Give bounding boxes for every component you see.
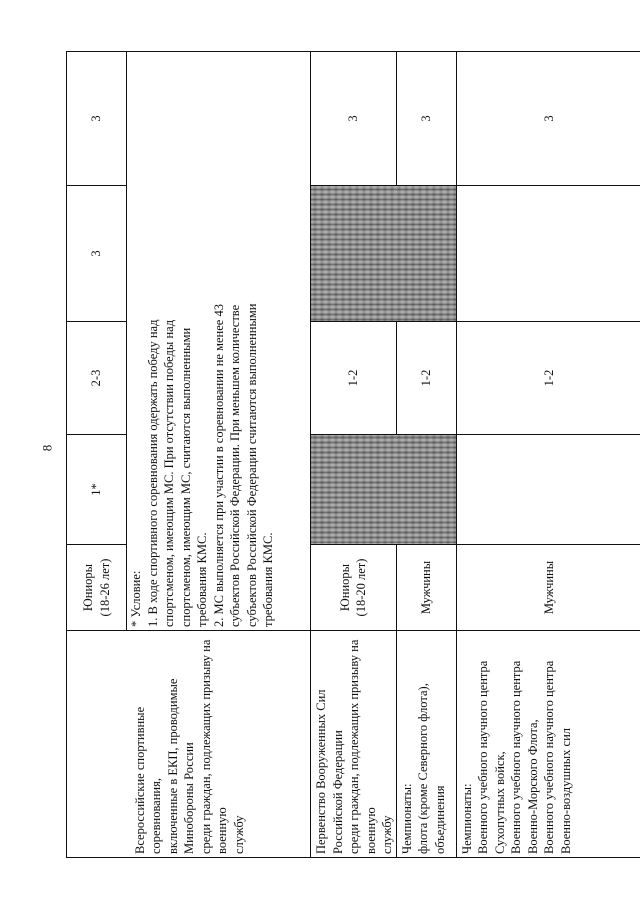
age-group-cell	[396, 545, 456, 631]
text-line: Всероссийские спортивные соревнования,	[132, 706, 164, 854]
place-cell-2: 1-2	[311, 322, 397, 435]
place-cell-2: 1-2	[396, 322, 456, 435]
text-line: службу	[380, 815, 394, 854]
text-line: 1. В ходе спортивного соревнования одержать победу над	[145, 319, 160, 627]
text-line: субъектов Российской Федерации. При меньшем количестве	[228, 304, 242, 627]
place-cell-4: 3	[311, 52, 397, 186]
text-line: * Условие:	[129, 570, 143, 627]
shaded-cell	[311, 186, 457, 322]
table-row-r4	[456, 52, 640, 858]
text-line: требования КМС.	[195, 532, 209, 627]
place-cell-4: 3	[396, 52, 456, 186]
place-cell-3: 3	[67, 186, 127, 322]
table-row-r1	[67, 52, 127, 858]
text-line: (18-26 лет)	[97, 558, 112, 617]
age-group-cell	[311, 545, 397, 631]
text-line: Военно-воздушных сил	[558, 727, 573, 854]
competition-name-cell	[456, 631, 640, 858]
text-line: флота (кроме Северного флота),	[416, 683, 430, 854]
text-line: Мужчины	[542, 560, 557, 615]
place-cell-2: 2-3	[67, 322, 127, 435]
rotated-page-content	[66, 52, 612, 858]
competition-name-cell	[67, 631, 311, 858]
text-line: Мужчины	[418, 560, 433, 615]
competitions-table	[66, 51, 640, 858]
text-line: объединения	[432, 785, 447, 854]
text-line: службу	[231, 815, 246, 854]
text-line: Военного учебного научного центра	[509, 660, 523, 854]
text-line: включенные в ЕКП, проводимые Минобороны России	[165, 678, 197, 854]
condition-note	[127, 52, 311, 631]
text-line: Юниоры	[337, 563, 352, 612]
text-line: (18-20 лет)	[354, 558, 369, 617]
competition-name-cell	[311, 631, 397, 858]
text-line: Первенство Вооруженных Сил Российской Федерации	[314, 689, 345, 854]
empty-cell	[456, 186, 640, 322]
age-group-cell	[67, 545, 127, 631]
text-line: Военного учебного научного центра	[542, 660, 556, 854]
text-line: Чемпионаты:	[399, 783, 414, 854]
text-line: 2. МС выполняется при участии в соревновании не менее 43	[211, 304, 226, 627]
place-cell-4: 3	[67, 52, 127, 186]
text-line: среди граждан, подлежащих призыву на военную	[198, 639, 230, 854]
text-line: спортсменом, имеющим МС. При отсутствии победы над	[162, 319, 176, 627]
text-line: Чемпионаты:	[459, 783, 474, 854]
table-row-r2	[311, 52, 397, 858]
empty-cell	[456, 435, 640, 545]
place-cell-2: 1-2	[456, 322, 640, 435]
competition-name-cell	[396, 631, 456, 858]
age-group-cell	[456, 545, 640, 631]
text-line: субъектов Российской Федерации считаются выполненными	[244, 303, 259, 627]
shaded-cell	[311, 435, 457, 545]
place-cell-4: 3	[456, 52, 640, 186]
page-number: 8	[39, 444, 55, 452]
text-line: Военно-Морского Флота,	[525, 719, 540, 854]
text-line: Юниоры	[81, 563, 95, 612]
text-line: Сухопутных войск,	[492, 751, 507, 854]
place-cell-1: 1*	[67, 435, 127, 545]
text-line: среди граждан, подлежащих призыву на военную	[347, 639, 378, 854]
text-line: спортсменом, имеющим МС, считаются выполненными	[178, 327, 193, 627]
text-line: Военного учебного научного центра	[476, 660, 490, 854]
text-line: требования КМС.	[261, 532, 275, 627]
